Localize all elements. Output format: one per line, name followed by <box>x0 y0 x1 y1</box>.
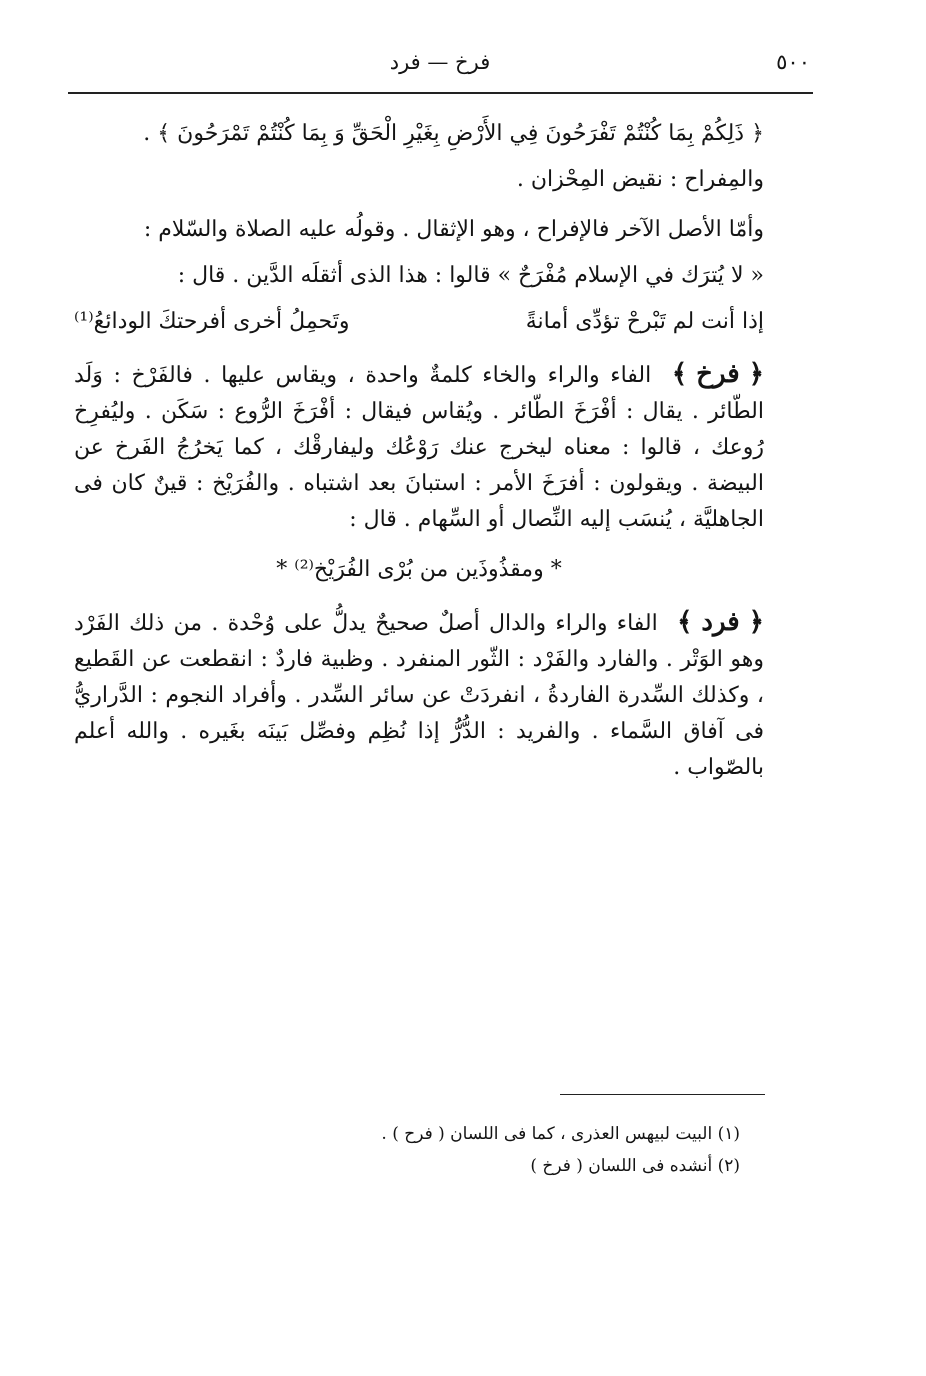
footnote-rule <box>560 1094 765 1095</box>
entry-head-fard: ﴿ فرد ﴾ <box>677 607 765 637</box>
footnotes <box>300 1118 740 1182</box>
entry-fard <box>74 604 764 786</box>
paragraph-other-origin: وأمّا الأصل الآخر فالإفراح ، وهو الإثقال . وقولُه عليه الصلاة والسّلام : <box>143 217 764 242</box>
entry-head-farkh: ﴿ فرخ ﴾ <box>671 359 765 389</box>
entry-fard-text: الفاء والراء والدال أصلٌ صحيحٌ يدلُّ على وُحْدة . من ذلك الفَرْد وهو الوَتْر . والفارد والفَرْد : الثّور المنفرد . وظبية فاردٌ : انقطعت عن القَطيع ، وكذلك السِّدرة الفاردةُ ، انفردَتْ عن سائر السِّدر . وأفراد النجوم : الدَّراريُّ فى آفاق السَّماء . والفريد : الدُّرُّ إذا نُظِم وفصِّل بَينَه بغَيره . والله أعلم بالصّواب . <box>74 611 764 780</box>
footnote-2: (٢) أنشده فى اللسان ( فرخ ) <box>530 1156 740 1176</box>
running-head: فرخ — فرد <box>389 50 491 74</box>
entry-head-fard-word: فرد <box>701 607 740 637</box>
verse-1-first-hemistich: إذا أنت لم تَبْرحْ تؤدِّى أمانةً <box>525 309 764 334</box>
paragraph-hadith: « لا يُترَك في الإسلام مُفْرَحٌ » قالوا : هذا الذى أثقلَه الدَّين . قال : <box>177 263 764 288</box>
verse-2-text: * ومقذُوذَين من بُرْى الفُرَيْخ⁽²⁾ * <box>276 557 562 582</box>
poem-verse-1 <box>74 304 764 340</box>
footnote-1: (١) البيت لبيهس العذرى ، كما فى اللسان ( فرح ) . <box>381 1124 740 1144</box>
entry-farkh-text: الفاء والراء والخاء كلمةٌ واحدة ، ويقاس عليها . فالفَرْخ : وَلَد الطّائر . يقال : أفْرَخَ الطّائر . ويُقاس فيقال : أفْرَخَ الرُّوع : سَكَن . وليُفرِخ رُوعك ، قالوا : معناه ليخرج عنك رَوْعُك وليفارقْك ، كما يَخرُجُ الفَرخ عن البيضة . ويقولون : أفرَخَ الأمر : استبانَ بعد اشتباه . والفُرَيْخ : قينٌ كان فى الجاهليَّة ، يُنسَب إليه النِّصال أو السِّهام . قال : <box>74 363 764 532</box>
paragraph-mifrah: والمِفراح : نقيض المِحْزان . <box>516 167 764 192</box>
header-rule <box>68 92 813 94</box>
verse-1-second-hemistich: وتَحمِلُ أخرى أفرحتكَ الودائعُ⁽¹⁾ <box>74 309 350 334</box>
entry-farkh <box>74 356 764 538</box>
page-header <box>70 50 810 84</box>
page-number: ٥٠٠ <box>776 50 810 74</box>
poem-verse-2 <box>74 552 764 588</box>
quran-verse: ﴿ ذَلِكُمْ بِمَا كُنْتُمْ تَفْرَحُونَ فِي الأَرْضِ بِغَيْرِ الْحَقِّ وَ بِمَا كُنْتُمْ تَمْرَحُونَ ﴾ . <box>143 121 764 146</box>
entry-head-farkh-word: فرخ <box>696 359 740 389</box>
main-text <box>74 116 764 800</box>
